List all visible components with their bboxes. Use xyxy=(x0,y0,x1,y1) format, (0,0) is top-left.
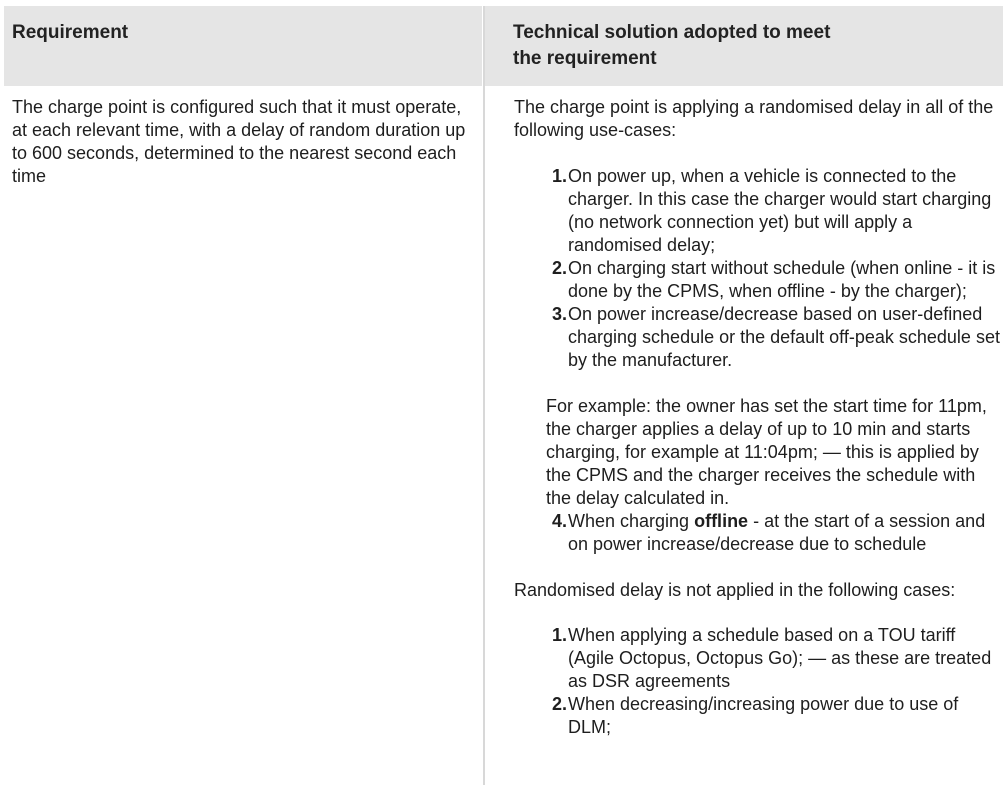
not-applied-intro: Randomised delay is not applied in the following cases: xyxy=(514,580,956,600)
list-number: 1. xyxy=(552,625,568,645)
header-solution-line2: the requirement xyxy=(513,48,657,69)
list-number: 3. xyxy=(552,304,568,324)
solution-intro: The charge point is applying a randomised delay in all of the following use-cases: xyxy=(514,97,994,140)
list-item xyxy=(514,624,1000,693)
requirement-cell xyxy=(12,96,478,188)
exception-list xyxy=(514,624,1000,739)
list-item xyxy=(514,257,1000,303)
header-technical-solution xyxy=(485,6,1003,86)
list-number: 2. xyxy=(552,258,568,278)
header-requirement xyxy=(4,6,482,86)
list-text: When decreasing/increasing power due to use of DLM; xyxy=(568,694,959,737)
list-text-post: - at the start of a session and on power increase/decrease due to schedule xyxy=(568,511,986,554)
requirement-text: The charge point is configured such that it must operate, at each relevant time, with a delay of random duration up to 600 seconds, determined to the nearest second each time xyxy=(12,97,466,186)
header-requirement-label: Requirement xyxy=(12,22,129,43)
example-paragraph: For example: the owner has set the start time for 11pm, the charger applies a delay of up to 10 min and starts charging, for example at 11:04pm; — this is applied by the CPMS and the charger receives the schedule with the delay calculated in. xyxy=(546,396,987,508)
offline-case-list xyxy=(514,510,1000,556)
column-divider xyxy=(483,6,485,785)
header-solution-line1: Technical solution adopted to meet xyxy=(513,22,831,43)
list-text: On power increase/decrease based on user-defined charging schedule or the default off-peak schedule set by the manufacturer. xyxy=(568,304,1000,370)
list-number: 4. xyxy=(552,511,568,531)
list-number: 1. xyxy=(552,166,568,186)
list-text-pre: When charging xyxy=(568,511,695,531)
list-item xyxy=(514,510,1000,556)
use-case-list xyxy=(514,165,1000,372)
list-text: When applying a schedule based on a TOU tariff (Agile Octopus, Octopus Go); — as these are treated as DSR agreements xyxy=(568,625,992,691)
list-item xyxy=(514,693,1000,739)
list-item xyxy=(514,165,1000,257)
solution-cell xyxy=(514,96,1000,739)
list-text-bold: offline xyxy=(694,511,749,531)
list-text: On charging start without schedule (when online - it is done by the CPMS, when offline - by the charger); xyxy=(568,258,996,301)
list-text: On power up, when a vehicle is connected to the charger. In this case the charger would start charging (no network connection yet) but will apply a randomised delay; xyxy=(568,166,992,255)
list-item xyxy=(514,303,1000,372)
list-number: 2. xyxy=(552,694,568,714)
